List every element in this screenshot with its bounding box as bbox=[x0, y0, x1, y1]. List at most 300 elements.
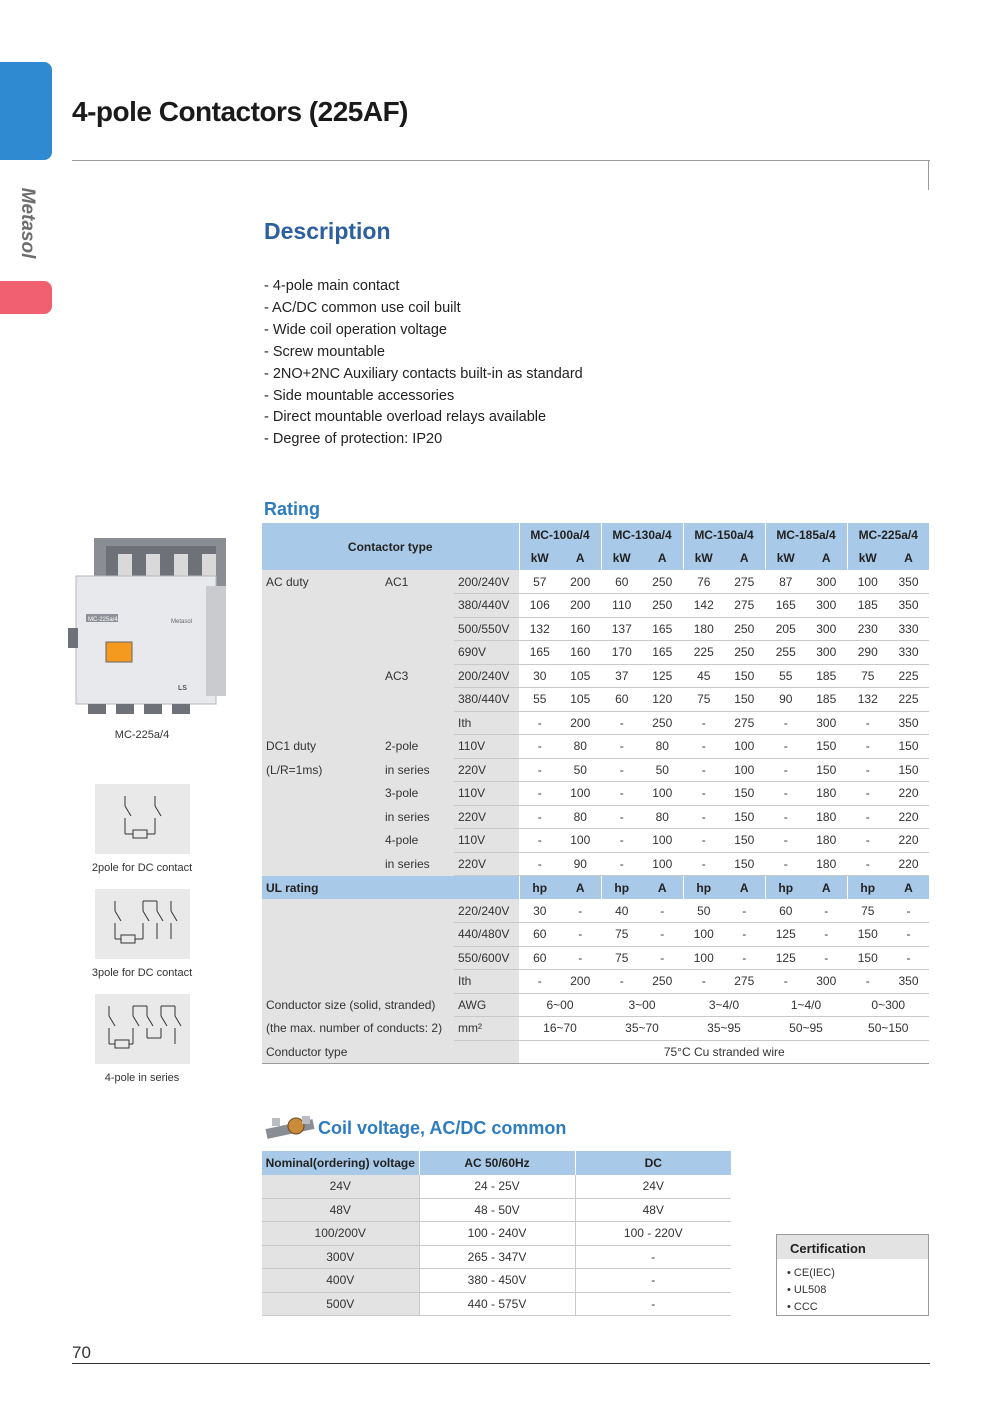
table-row bbox=[262, 1222, 731, 1246]
table-row bbox=[262, 1040, 929, 1064]
table-cell: - bbox=[847, 852, 888, 876]
table-row bbox=[262, 852, 929, 876]
table-cell: 30 bbox=[519, 664, 560, 688]
table-cell bbox=[262, 688, 381, 712]
table-cell: 275 bbox=[724, 711, 765, 735]
table-cell bbox=[381, 688, 454, 712]
unit-hp-header: hp bbox=[601, 876, 642, 900]
table-cell: 180 bbox=[683, 617, 724, 641]
table-cell: - bbox=[806, 899, 847, 923]
table-cell: DC1 duty bbox=[262, 735, 381, 759]
table-cell bbox=[262, 711, 381, 735]
table-cell: - bbox=[806, 946, 847, 970]
table-cell: in series bbox=[381, 852, 454, 876]
table-cell: 150 bbox=[847, 946, 888, 970]
table-cell: 265 - 347V bbox=[419, 1245, 575, 1269]
table-cell: - bbox=[724, 923, 765, 947]
coil-voltage-table bbox=[262, 1151, 731, 1316]
table-cell: 220 bbox=[888, 829, 929, 853]
side-label: Metasol bbox=[17, 187, 38, 259]
table-cell: 1~4/0 bbox=[765, 993, 847, 1017]
table-cell: 76 bbox=[683, 570, 724, 594]
table-cell: 150 bbox=[888, 735, 929, 759]
model-header: MC-225a/4 bbox=[847, 523, 929, 547]
table-cell: 250 bbox=[724, 617, 765, 641]
table-cell: - bbox=[519, 970, 560, 994]
table-cell: - bbox=[806, 923, 847, 947]
table-cell: 440 - 575V bbox=[419, 1292, 575, 1316]
table-cell: - bbox=[683, 970, 724, 994]
table-cell bbox=[381, 923, 454, 947]
table-cell: - bbox=[683, 782, 724, 806]
table-cell: 35~70 bbox=[601, 1017, 683, 1041]
table-cell: 110V bbox=[454, 829, 519, 853]
table-cell: 106 bbox=[519, 594, 560, 618]
table-cell: 350 bbox=[888, 594, 929, 618]
table-cell: 255 bbox=[765, 641, 806, 665]
table-cell: - bbox=[575, 1245, 731, 1269]
table-cell: 60 bbox=[519, 946, 560, 970]
contactor-type-header: Contactor type bbox=[262, 523, 519, 570]
table-cell: 165 bbox=[765, 594, 806, 618]
table-cell: 110V bbox=[454, 735, 519, 759]
ul-rating-label: UL rating bbox=[262, 876, 519, 900]
table-cell: 500/550V bbox=[454, 617, 519, 641]
table-cell: - bbox=[765, 711, 806, 735]
unit-a-header: A bbox=[888, 547, 929, 571]
table-cell: 50~95 bbox=[765, 1017, 847, 1041]
table-cell bbox=[262, 899, 381, 923]
table-cell: - bbox=[847, 970, 888, 994]
model-header: MC-185a/4 bbox=[765, 523, 847, 547]
table-cell: 3-pole bbox=[381, 782, 454, 806]
table-cell: 440/480V bbox=[454, 923, 519, 947]
table-cell: Ith bbox=[454, 711, 519, 735]
list-item: • UL508 bbox=[787, 1284, 827, 1296]
title-divider bbox=[72, 160, 930, 161]
table-cell: 150 bbox=[806, 735, 847, 759]
wiring-diagram-2pole bbox=[95, 784, 190, 854]
table-cell: 150 bbox=[724, 829, 765, 853]
coil-header-nominal: Nominal(ordering) voltage bbox=[262, 1151, 419, 1175]
table-cell: 150 bbox=[724, 664, 765, 688]
table-cell: 30 bbox=[519, 899, 560, 923]
side-tab-blue bbox=[0, 62, 52, 160]
table-cell: 200 bbox=[560, 711, 601, 735]
coil-heading: Coil voltage, AC/DC common bbox=[318, 1118, 567, 1138]
table-cell: - bbox=[765, 758, 806, 782]
table-cell: 87 bbox=[765, 570, 806, 594]
table-cell: 75 bbox=[601, 946, 642, 970]
table-cell: - bbox=[519, 852, 560, 876]
table-cell: 80 bbox=[642, 805, 683, 829]
table-cell: - bbox=[847, 758, 888, 782]
table-cell: 180 bbox=[806, 829, 847, 853]
table-cell: 55 bbox=[519, 688, 560, 712]
table-cell: 200 bbox=[560, 970, 601, 994]
table-cell: 150 bbox=[847, 923, 888, 947]
table-cell: 24V bbox=[575, 1175, 731, 1199]
table-cell: 137 bbox=[601, 617, 642, 641]
table-cell: 48 - 50V bbox=[419, 1198, 575, 1222]
table-cell: - bbox=[683, 852, 724, 876]
table-cell: 132 bbox=[847, 688, 888, 712]
conductor-size-note: (the max. number of conducts: 2) bbox=[262, 1017, 454, 1041]
table-cell: 275 bbox=[724, 570, 765, 594]
table-cell: 185 bbox=[806, 664, 847, 688]
conductor-size-label: Conductor size (solid, stranded) bbox=[262, 993, 454, 1017]
page-number: 70 bbox=[72, 1343, 91, 1362]
table-cell: 200/240V bbox=[454, 570, 519, 594]
table-cell: 165 bbox=[642, 641, 683, 665]
table-cell: 75 bbox=[847, 664, 888, 688]
table-row bbox=[262, 664, 929, 688]
table-cell: 250 bbox=[724, 641, 765, 665]
table-row bbox=[262, 758, 929, 782]
table-cell: 220 bbox=[888, 782, 929, 806]
table-cell bbox=[262, 617, 381, 641]
table-cell bbox=[262, 852, 381, 876]
table-cell: 225 bbox=[888, 688, 929, 712]
table-cell: - bbox=[642, 923, 683, 947]
table-cell: - bbox=[601, 758, 642, 782]
table-row bbox=[262, 993, 929, 1017]
table-row bbox=[262, 1175, 731, 1199]
mm-label: mm² bbox=[454, 1017, 519, 1041]
table-cell: 80 bbox=[642, 735, 683, 759]
table-cell: 100 bbox=[683, 923, 724, 947]
coil-header-dc: DC bbox=[575, 1151, 731, 1175]
list-item: - AC/DC common use coil built bbox=[264, 299, 461, 316]
table-cell: 185 bbox=[806, 688, 847, 712]
table-cell: 45 bbox=[683, 664, 724, 688]
table-cell: 250 bbox=[642, 570, 683, 594]
table-cell: - bbox=[888, 899, 929, 923]
table-row bbox=[262, 970, 929, 994]
table-cell bbox=[381, 594, 454, 618]
table-cell: - bbox=[642, 899, 683, 923]
footer-divider bbox=[72, 1363, 930, 1364]
table-cell: - bbox=[683, 735, 724, 759]
table-row bbox=[262, 1269, 731, 1293]
unit-kw-header: kW bbox=[519, 547, 560, 571]
model-header: MC-150a/4 bbox=[683, 523, 765, 547]
table-cell: - bbox=[575, 1269, 731, 1293]
table-cell: 4-pole bbox=[381, 829, 454, 853]
table-row bbox=[262, 1292, 731, 1316]
table-cell: 24 - 25V bbox=[419, 1175, 575, 1199]
table-cell: 380 - 450V bbox=[419, 1269, 575, 1293]
table-cell: - bbox=[765, 782, 806, 806]
table-header-row bbox=[262, 1151, 731, 1175]
table-cell: - bbox=[519, 735, 560, 759]
table-cell: - bbox=[888, 923, 929, 947]
diagram-caption: 2pole for DC contact bbox=[91, 862, 193, 874]
table-cell: - bbox=[683, 805, 724, 829]
list-item: • CE(IEC) bbox=[787, 1267, 835, 1279]
table-cell bbox=[262, 641, 381, 665]
table-cell: - bbox=[601, 711, 642, 735]
table-cell: 142 bbox=[683, 594, 724, 618]
table-cell: - bbox=[683, 711, 724, 735]
table-cell: 50~150 bbox=[847, 1017, 929, 1041]
table-cell: - bbox=[560, 899, 601, 923]
table-cell: 100 bbox=[642, 852, 683, 876]
table-cell: - bbox=[765, 970, 806, 994]
list-item: • CCC bbox=[787, 1301, 818, 1313]
table-cell: 60 bbox=[519, 923, 560, 947]
table-cell: 200 bbox=[560, 570, 601, 594]
table-cell: 6~00 bbox=[519, 993, 601, 1017]
table-cell bbox=[262, 970, 381, 994]
unit-a-header: A bbox=[560, 876, 601, 900]
table-cell: 90 bbox=[560, 852, 601, 876]
table-cell: in series bbox=[381, 758, 454, 782]
table-row bbox=[262, 617, 929, 641]
table-cell: 300 bbox=[806, 617, 847, 641]
table-row bbox=[262, 1017, 929, 1041]
list-item: - 4-pole main contact bbox=[264, 278, 400, 294]
table-cell: - bbox=[519, 829, 560, 853]
unit-kw-header: kW bbox=[765, 547, 806, 571]
table-cell: 100 bbox=[724, 735, 765, 759]
product-model-label: MC-225a/4 bbox=[88, 617, 118, 623]
diagram-caption: 3pole for DC contact bbox=[91, 967, 193, 979]
table-cell: 125 bbox=[765, 923, 806, 947]
table-cell: 150 bbox=[724, 782, 765, 806]
table-cell: - bbox=[765, 735, 806, 759]
table-cell: 125 bbox=[642, 664, 683, 688]
table-cell: 220/240V bbox=[454, 899, 519, 923]
table-cell: 100 bbox=[724, 758, 765, 782]
product-caption: MC-225a/4 bbox=[114, 729, 170, 741]
certification-title: Certification bbox=[777, 1235, 928, 1259]
table-cell: 275 bbox=[724, 594, 765, 618]
table-cell: 132 bbox=[519, 617, 560, 641]
table-cell: 180 bbox=[806, 782, 847, 806]
table-cell: 220 bbox=[888, 805, 929, 829]
table-cell: - bbox=[847, 782, 888, 806]
table-cell: 380/440V bbox=[454, 594, 519, 618]
table-cell: - bbox=[601, 805, 642, 829]
table-cell: 250 bbox=[642, 970, 683, 994]
table-row bbox=[262, 782, 929, 806]
awg-label: AWG bbox=[454, 993, 519, 1017]
unit-a-header: A bbox=[560, 547, 601, 571]
table-cell: 220V bbox=[454, 805, 519, 829]
table-cell: 105 bbox=[560, 688, 601, 712]
table-cell bbox=[381, 946, 454, 970]
page-title: 4-pole Contactors (225AF) bbox=[72, 96, 408, 127]
table-cell: 60 bbox=[765, 899, 806, 923]
product-brand-label: Metasol bbox=[171, 619, 193, 625]
unit-kw-header: kW bbox=[601, 547, 642, 571]
table-cell: 550/600V bbox=[454, 946, 519, 970]
table-cell: 400V bbox=[262, 1269, 419, 1293]
table-cell: in series bbox=[381, 805, 454, 829]
list-item: - Screw mountable bbox=[264, 343, 385, 360]
table-cell: - bbox=[847, 711, 888, 735]
description-heading: Description bbox=[264, 218, 391, 244]
table-cell: - bbox=[560, 923, 601, 947]
table-cell bbox=[381, 970, 454, 994]
table-cell: 220 bbox=[888, 852, 929, 876]
table-cell: - bbox=[847, 735, 888, 759]
table-row bbox=[262, 1198, 731, 1222]
table-cell: 300 bbox=[806, 711, 847, 735]
table-cell: 350 bbox=[888, 711, 929, 735]
description-list bbox=[264, 276, 583, 451]
table-cell: 110V bbox=[454, 782, 519, 806]
table-cell: 48V bbox=[262, 1198, 419, 1222]
table-cell: 200 bbox=[560, 594, 601, 618]
diagram-caption: 4-pole in series bbox=[104, 1072, 180, 1084]
ul-rating-header-row bbox=[262, 876, 929, 900]
table-cell: 24V bbox=[262, 1175, 419, 1199]
table-cell: - bbox=[765, 805, 806, 829]
table-row bbox=[262, 829, 929, 853]
wiring-diagram-3pole bbox=[95, 889, 190, 959]
table-row bbox=[262, 923, 929, 947]
model-header: MC-130a/4 bbox=[601, 523, 683, 547]
table-cell: - bbox=[519, 758, 560, 782]
table-row bbox=[262, 899, 929, 923]
table-cell: 100 bbox=[560, 782, 601, 806]
table-cell: 75 bbox=[601, 923, 642, 947]
table-row bbox=[262, 946, 929, 970]
unit-hp-header: hp bbox=[519, 876, 560, 900]
unit-a-header: A bbox=[724, 876, 765, 900]
table-cell bbox=[381, 711, 454, 735]
table-cell: 100 - 220V bbox=[575, 1222, 731, 1246]
table-header-row bbox=[262, 523, 929, 547]
table-cell: - bbox=[519, 711, 560, 735]
table-cell: 100/200V bbox=[262, 1222, 419, 1246]
unit-a-header: A bbox=[642, 876, 683, 900]
table-row bbox=[262, 594, 929, 618]
table-cell: 105 bbox=[560, 664, 601, 688]
table-cell: - bbox=[560, 946, 601, 970]
table-cell: 300 bbox=[806, 641, 847, 665]
certification-box bbox=[776, 1234, 929, 1316]
table-row bbox=[262, 735, 929, 759]
table-cell: 350 bbox=[888, 970, 929, 994]
table-cell: 48V bbox=[575, 1198, 731, 1222]
table-cell: 180 bbox=[806, 852, 847, 876]
wiring-diagram-4pole bbox=[95, 994, 190, 1064]
table-cell: 150 bbox=[724, 688, 765, 712]
table-cell: 57 bbox=[519, 570, 560, 594]
model-header: MC-100a/4 bbox=[519, 523, 601, 547]
table-cell: 225 bbox=[888, 664, 929, 688]
table-cell: 100 bbox=[683, 946, 724, 970]
table-row bbox=[262, 641, 929, 665]
table-cell: 160 bbox=[560, 641, 601, 665]
unit-hp-header: hp bbox=[683, 876, 724, 900]
unit-kw-header: kW bbox=[847, 547, 888, 571]
list-item: - Degree of protection: IP20 bbox=[264, 431, 443, 448]
table-row bbox=[262, 805, 929, 829]
table-cell: 50 bbox=[560, 758, 601, 782]
table-cell: AC1 bbox=[381, 570, 454, 594]
table-cell: - bbox=[575, 1292, 731, 1316]
table-cell: 16~70 bbox=[519, 1017, 601, 1041]
certification-list bbox=[777, 1259, 928, 1316]
list-item: - Wide coil operation voltage bbox=[264, 321, 447, 338]
rating-table bbox=[262, 523, 929, 1064]
table-cell: 100 - 240V bbox=[419, 1222, 575, 1246]
table-cell: 75 bbox=[683, 688, 724, 712]
table-cell: 75 bbox=[847, 899, 888, 923]
table-cell: - bbox=[765, 829, 806, 853]
table-cell: 330 bbox=[888, 641, 929, 665]
table-cell: 500V bbox=[262, 1292, 419, 1316]
table-cell: 220V bbox=[454, 852, 519, 876]
table-cell: 300 bbox=[806, 594, 847, 618]
unit-hp-header: hp bbox=[765, 876, 806, 900]
list-item: - Direct mountable overload relays available bbox=[264, 409, 547, 426]
unit-a-header: A bbox=[724, 547, 765, 571]
table-cell: AC3 bbox=[381, 664, 454, 688]
table-cell: - bbox=[519, 782, 560, 806]
table-cell bbox=[262, 923, 381, 947]
table-cell bbox=[381, 899, 454, 923]
table-cell: - bbox=[683, 829, 724, 853]
table-cell bbox=[262, 664, 381, 688]
table-cell: 55 bbox=[765, 664, 806, 688]
table-cell: - bbox=[601, 829, 642, 853]
table-cell: 60 bbox=[601, 688, 642, 712]
table-cell: - bbox=[519, 805, 560, 829]
table-row bbox=[262, 711, 929, 735]
table-cell: - bbox=[888, 946, 929, 970]
rating-table-body bbox=[262, 523, 929, 1064]
table-cell bbox=[262, 829, 381, 853]
table-row bbox=[262, 688, 929, 712]
coil-header-ac: AC 50/60Hz bbox=[419, 1151, 575, 1175]
table-cell: 225 bbox=[683, 641, 724, 665]
table-cell: 50 bbox=[683, 899, 724, 923]
table-cell: 330 bbox=[888, 617, 929, 641]
table-cell: 3~4/0 bbox=[683, 993, 765, 1017]
table-row bbox=[262, 570, 929, 594]
conductor-type-value: 75°C Cu stranded wire bbox=[519, 1040, 929, 1064]
table-cell: 37 bbox=[601, 664, 642, 688]
table-cell: - bbox=[724, 899, 765, 923]
table-cell: 180 bbox=[806, 805, 847, 829]
unit-a-header: A bbox=[642, 547, 683, 571]
table-cell: 120 bbox=[642, 688, 683, 712]
table-cell: 170 bbox=[601, 641, 642, 665]
table-cell: (L/R=1ms) bbox=[262, 758, 381, 782]
table-cell bbox=[262, 805, 381, 829]
table-cell: 150 bbox=[724, 852, 765, 876]
unit-a-header: A bbox=[806, 547, 847, 571]
table-cell: - bbox=[601, 970, 642, 994]
table-cell: 690V bbox=[454, 641, 519, 665]
table-cell: 2-pole bbox=[381, 735, 454, 759]
table-cell: - bbox=[601, 852, 642, 876]
coil-icon bbox=[262, 1110, 322, 1144]
unit-kw-header: kW bbox=[683, 547, 724, 571]
table-cell: 200/240V bbox=[454, 664, 519, 688]
table-cell: 125 bbox=[765, 946, 806, 970]
table-cell bbox=[262, 782, 381, 806]
table-cell: 150 bbox=[806, 758, 847, 782]
unit-hp-header: hp bbox=[847, 876, 888, 900]
table-cell: 100 bbox=[642, 829, 683, 853]
table-cell: 80 bbox=[560, 805, 601, 829]
